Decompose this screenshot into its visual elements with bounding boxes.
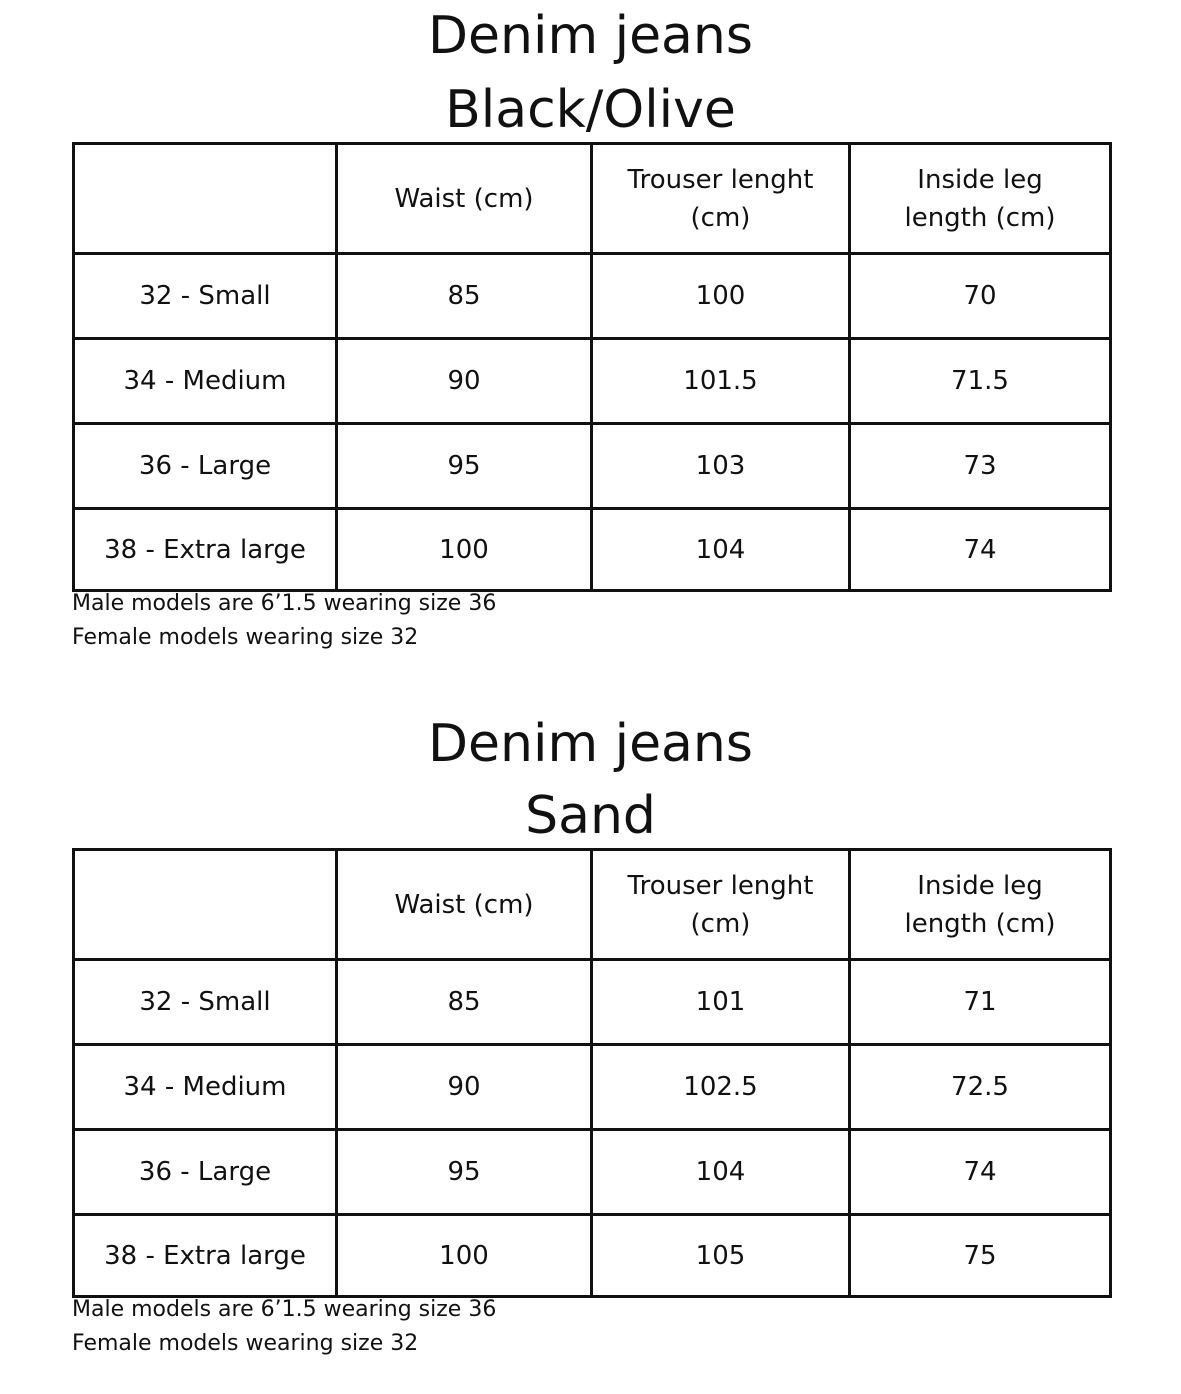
header-cell-trouser-length: Trouser lenght (cm) — [592, 850, 850, 960]
size-cell: 34 - Medium — [74, 339, 337, 424]
size-cell: 32 - Small — [74, 254, 337, 339]
table-row — [74, 1130, 1111, 1215]
waist-cell: 95 — [337, 1130, 592, 1215]
header-cell-waist: Waist (cm) — [337, 850, 592, 960]
inside-leg-cell: 74 — [850, 1130, 1111, 1215]
size-cell: 38 - Extra large — [74, 1215, 337, 1297]
table-header-row — [74, 144, 1111, 254]
trouser-length-cell: 104 — [592, 509, 850, 591]
size-cell: 34 - Medium — [74, 1045, 337, 1130]
header-cell-inside-leg: Inside leg length (cm) — [850, 144, 1111, 254]
note-female-models: Female models wearing size 32 — [72, 1331, 419, 1356]
table-row — [74, 1045, 1111, 1130]
trouser-length-cell: 101.5 — [592, 339, 850, 424]
header-cell-inside-leg: Inside leg length (cm) — [850, 850, 1111, 960]
size-table-black-olive — [72, 142, 1112, 592]
table-row — [74, 960, 1111, 1045]
inside-leg-cell: 73 — [850, 424, 1111, 509]
trouser-length-cell: 104 — [592, 1130, 850, 1215]
table-1-title-line-2: Black/Olive — [445, 80, 736, 140]
header-cell-size — [74, 850, 337, 960]
size-cell: 38 - Extra large — [74, 509, 337, 591]
waist-cell: 90 — [337, 339, 592, 424]
trouser-length-cell: 102.5 — [592, 1045, 850, 1130]
inside-leg-cell: 72.5 — [850, 1045, 1111, 1130]
table-row — [74, 509, 1111, 591]
header-cell-trouser-length: Trouser lenght (cm) — [592, 144, 850, 254]
inside-leg-cell: 74 — [850, 509, 1111, 591]
waist-cell: 85 — [337, 960, 592, 1045]
waist-cell: 100 — [337, 509, 592, 591]
header-cell-size — [74, 144, 337, 254]
trouser-length-cell: 100 — [592, 254, 850, 339]
size-table-sand — [72, 848, 1112, 1298]
note-male-models: Male models are 6’1.5 wearing size 36 — [72, 1297, 497, 1322]
header-cell-waist: Waist (cm) — [337, 144, 592, 254]
waist-cell: 85 — [337, 254, 592, 339]
table-row — [74, 424, 1111, 509]
size-cell: 36 - Large — [74, 424, 337, 509]
table-header-row — [74, 850, 1111, 960]
size-cell: 32 - Small — [74, 960, 337, 1045]
inside-leg-cell: 75 — [850, 1215, 1111, 1297]
trouser-length-cell: 103 — [592, 424, 850, 509]
trouser-length-cell: 105 — [592, 1215, 850, 1297]
table-row — [74, 254, 1111, 339]
table-1-title-line-1: Denim jeans — [428, 6, 753, 66]
inside-leg-cell: 71 — [850, 960, 1111, 1045]
inside-leg-cell: 71.5 — [850, 339, 1111, 424]
note-female-models: Female models wearing size 32 — [72, 625, 419, 650]
size-cell: 36 - Large — [74, 1130, 337, 1215]
waist-cell: 95 — [337, 424, 592, 509]
table-2-title-line-2: Sand — [525, 786, 656, 846]
table-2-title-line-1: Denim jeans — [428, 714, 753, 774]
table-row — [74, 339, 1111, 424]
inside-leg-cell: 70 — [850, 254, 1111, 339]
trouser-length-cell: 101 — [592, 960, 850, 1045]
table-row — [74, 1215, 1111, 1297]
waist-cell: 90 — [337, 1045, 592, 1130]
waist-cell: 100 — [337, 1215, 592, 1297]
note-male-models: Male models are 6’1.5 wearing size 36 — [72, 591, 497, 616]
